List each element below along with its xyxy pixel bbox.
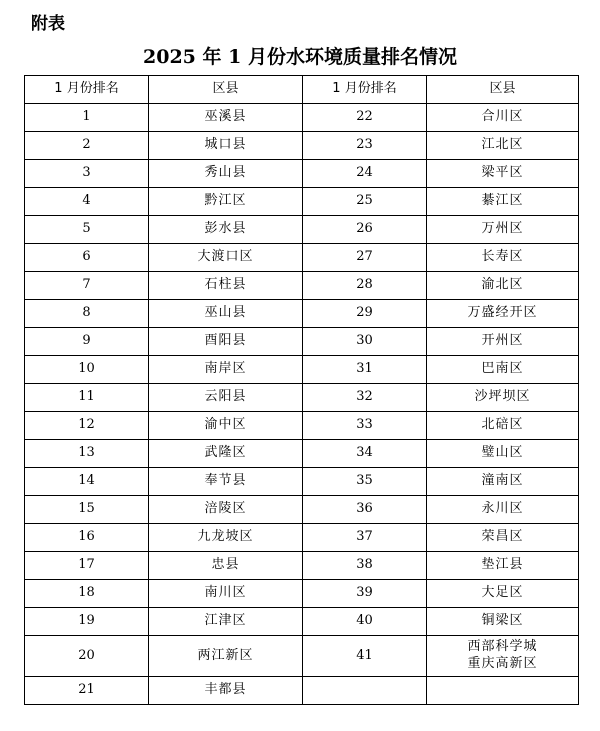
rank-right-cell: 25 [303,188,427,216]
rank-right-cell: 28 [303,272,427,300]
district-right-cell: 垫江县 [427,552,579,580]
table-row [25,677,579,705]
district-left-cell: 涪陵区 [149,496,303,524]
district-right-cell [427,636,579,677]
table-row [25,384,579,412]
district-left-cell: 南岸区 [149,356,303,384]
table-row [25,580,579,608]
district-left-cell: 城口县 [149,132,303,160]
rank-right-cell: 37 [303,524,427,552]
rank-left-cell: 17 [25,552,149,580]
rank-right-cell: 30 [303,328,427,356]
rank-left-cell: 1 [25,104,149,132]
rank-right-cell: 23 [303,132,427,160]
district-left-cell: 江津区 [149,608,303,636]
rank-left-cell: 14 [25,468,149,496]
rank-left-cell: 5 [25,216,149,244]
table-row [25,188,579,216]
rank-left-cell: 7 [25,272,149,300]
rank-left-cell: 2 [25,132,149,160]
rank-right-cell: 34 [303,440,427,468]
district-left-cell: 彭水县 [149,216,303,244]
district-right-cell: 璧山区 [427,440,579,468]
rank-left-cell: 21 [25,677,149,705]
district-right-line: 重庆高新区 [467,656,538,671]
district-right-cell: 铜梁区 [427,608,579,636]
table-row [25,272,579,300]
ranking-table [24,75,579,705]
district-left-cell: 武隆区 [149,440,303,468]
rank-left-cell: 3 [25,160,149,188]
district-left-cell: 渝中区 [149,412,303,440]
district-right-cell: 万州区 [427,216,579,244]
table-row [25,468,579,496]
rank-left-cell: 4 [25,188,149,216]
rank-right-cell: 39 [303,580,427,608]
rank-right-cell: 36 [303,496,427,524]
district-right-cell: 永川区 [427,496,579,524]
rank-left-cell: 20 [25,636,149,677]
district-left-cell: 奉节县 [149,468,303,496]
table-row [25,552,579,580]
district-right-cell [427,677,579,705]
rank-right-cell: 32 [303,384,427,412]
district-right-cell: 潼南区 [427,468,579,496]
rank-left-cell: 10 [25,356,149,384]
table-body [25,104,579,705]
appendix-label: 附表 [31,14,65,34]
header-rank-right: 1 月份排名 [303,76,427,104]
district-right-cell: 巴南区 [427,356,579,384]
document-title: 2025 年 1 月份水环境质量排名情况 [143,46,457,68]
rank-left-cell: 18 [25,580,149,608]
rank-left-cell: 6 [25,244,149,272]
district-left-cell: 南川区 [149,580,303,608]
table-row [25,636,579,677]
rank-left-cell: 12 [25,412,149,440]
district-left-cell: 忠县 [149,552,303,580]
district-right-cell: 北碚区 [427,412,579,440]
district-right-cell: 沙坪坝区 [427,384,579,412]
rank-left-cell: 11 [25,384,149,412]
table-row [25,244,579,272]
district-right-cell: 渝北区 [427,272,579,300]
rank-left-cell: 9 [25,328,149,356]
district-right-cell: 万盛经开区 [427,300,579,328]
district-right-cell: 梁平区 [427,160,579,188]
district-right-cell: 开州区 [427,328,579,356]
rank-right-cell: 40 [303,608,427,636]
table-row [25,608,579,636]
rank-right-cell: 26 [303,216,427,244]
district-left-cell: 巫山县 [149,300,303,328]
header-district-left: 区县 [149,76,303,104]
district-left-cell: 秀山县 [149,160,303,188]
table-row [25,132,579,160]
district-right-cell: 荣昌区 [427,524,579,552]
table-row [25,104,579,132]
district-left-cell: 两江新区 [149,636,303,677]
rank-right-cell: 22 [303,104,427,132]
table-row [25,524,579,552]
district-left-cell: 黔江区 [149,188,303,216]
table-row [25,216,579,244]
table-row [25,496,579,524]
rank-right-cell: 29 [303,300,427,328]
rank-right-cell [303,677,427,705]
header-district-right: 区县 [427,76,579,104]
district-left-cell: 石柱县 [149,272,303,300]
district-left-cell: 大渡口区 [149,244,303,272]
district-right-line: 西部科学城 [467,639,538,655]
rank-right-cell: 33 [303,412,427,440]
district-left-cell: 云阳县 [149,384,303,412]
rank-left-cell: 13 [25,440,149,468]
district-right-cell: 合川区 [427,104,579,132]
table-header-row [25,76,579,104]
rank-left-cell: 8 [25,300,149,328]
district-left-cell: 丰都县 [149,677,303,705]
table-row [25,328,579,356]
district-left-cell: 酉阳县 [149,328,303,356]
district-left-cell: 巫溪县 [149,104,303,132]
district-right-cell: 大足区 [427,580,579,608]
rank-right-cell: 31 [303,356,427,384]
table-row [25,356,579,384]
rank-left-cell: 16 [25,524,149,552]
table-row [25,300,579,328]
district-right-cell: 江北区 [427,132,579,160]
table-row [25,160,579,188]
district-right-cell: 綦江区 [427,188,579,216]
district-left-cell: 九龙坡区 [149,524,303,552]
rank-right-cell: 41 [303,636,427,677]
rank-left-cell: 15 [25,496,149,524]
rank-right-cell: 35 [303,468,427,496]
rank-right-cell: 38 [303,552,427,580]
district-right-cell: 长寿区 [427,244,579,272]
rank-left-cell: 19 [25,608,149,636]
rank-right-cell: 27 [303,244,427,272]
rank-right-cell: 24 [303,160,427,188]
table-row [25,412,579,440]
header-rank-left: 1 月份排名 [25,76,149,104]
table-row [25,440,579,468]
